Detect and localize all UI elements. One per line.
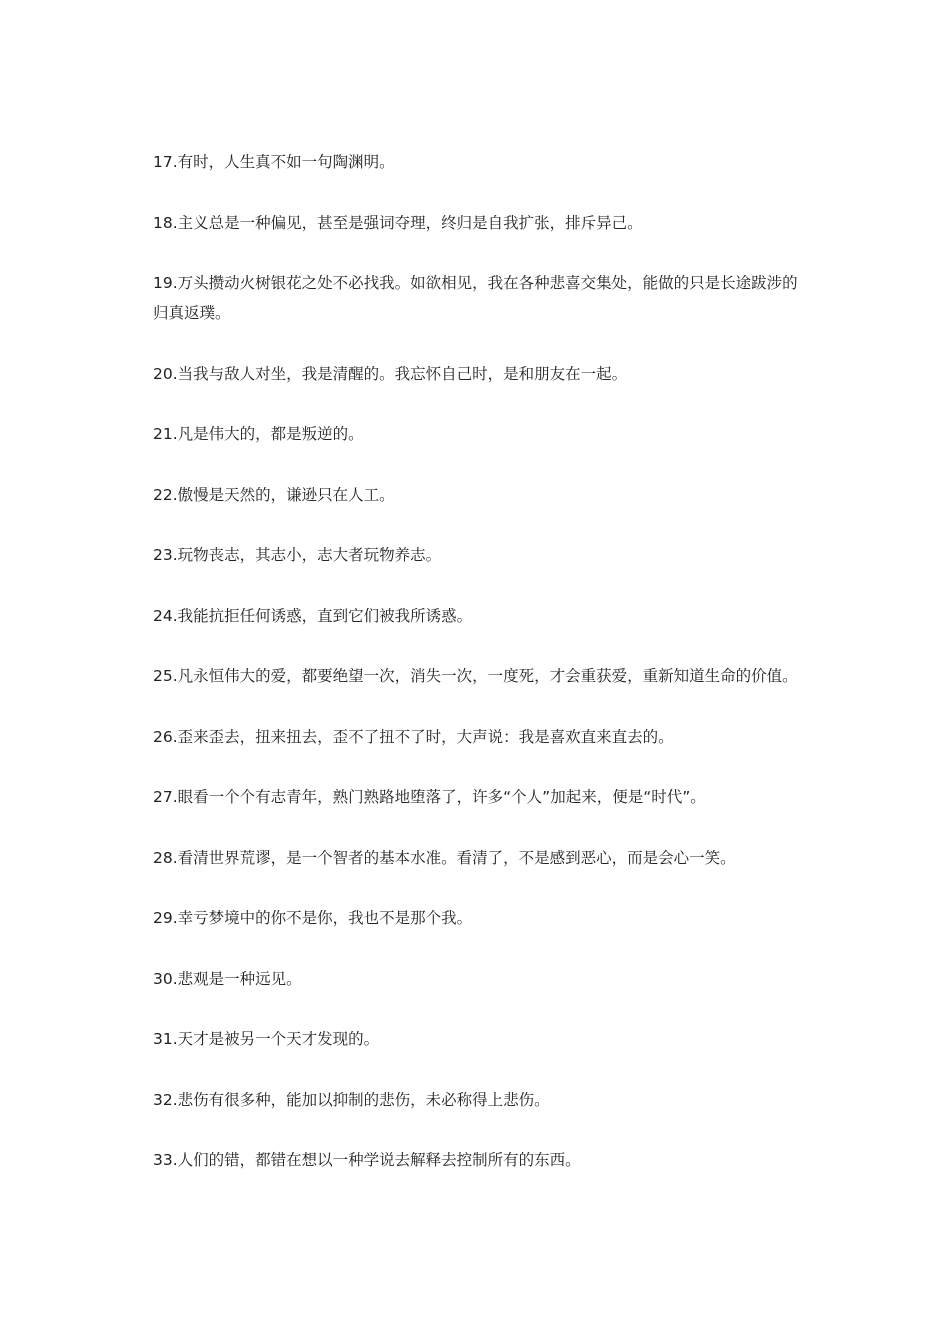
quote-26: 26.歪来歪去，扭来扭去，歪不了扭不了时，大声说：我是喜欢直来直去的。 (153, 727, 674, 746)
quote-30: 30.悲观是一种远见。 (153, 969, 302, 988)
quote-31: 31.天才是被另一个天才发现的。 (153, 1030, 380, 1048)
quote-22: 22.傲慢是天然的，谦逊只在人工。 (153, 485, 395, 504)
quote-33: 33.人们的错，都错在想以一种学说去解释去控制所有的东西。 (153, 1151, 581, 1169)
quote-28: 28.看清世界荒谬，是一个智者的基本水准。看清了，不是感到恶心，而是会心一笑。 (153, 848, 736, 867)
quote-27: 27.眼看一个个有志青年，熟门熟路地堕落了，许多“个人”加起来，便是“时代”。 (153, 788, 706, 806)
quote-20: 20.当我与敌人对坐，我是清醒的。我忘怀自己时，是和朋友在一起。 (153, 364, 628, 383)
quote-19: 19.万头攒动火树银花之处不必找我。如欲相见，我在各种悲喜交集处，能做的只是长途跋涉的归真返璞。 (153, 274, 798, 322)
quote-23: 23.玩物丧志，其志小，志大者玩物养志。 (153, 546, 442, 564)
quote-29: 29.幸亏梦境中的你不是你，我也不是那个我。 (153, 909, 473, 927)
quote-18: 18.主义总是一种偏见，甚至是强词夺理，终归是自我扩张，排斥异己。 (153, 213, 643, 232)
quote-25: 25.凡永恒伟大的爱，都要绝望一次，消失一次，一度死，才会重获爱，重新知道生命的价值。 (153, 667, 798, 685)
quote-17: 17.有时，人生真不如一句陶渊明。 (153, 153, 395, 171)
quote-32: 32.悲伤有很多种，能加以抑制的悲伤，未必称得上悲伤。 (153, 1090, 550, 1109)
quote-24: 24.我能抗拒任何诱惑，直到它们被我所诱惑。 (153, 606, 473, 625)
quote-list (153, 147, 813, 1206)
quote-21: 21.凡是伟大的，都是叛逆的。 (153, 425, 364, 443)
